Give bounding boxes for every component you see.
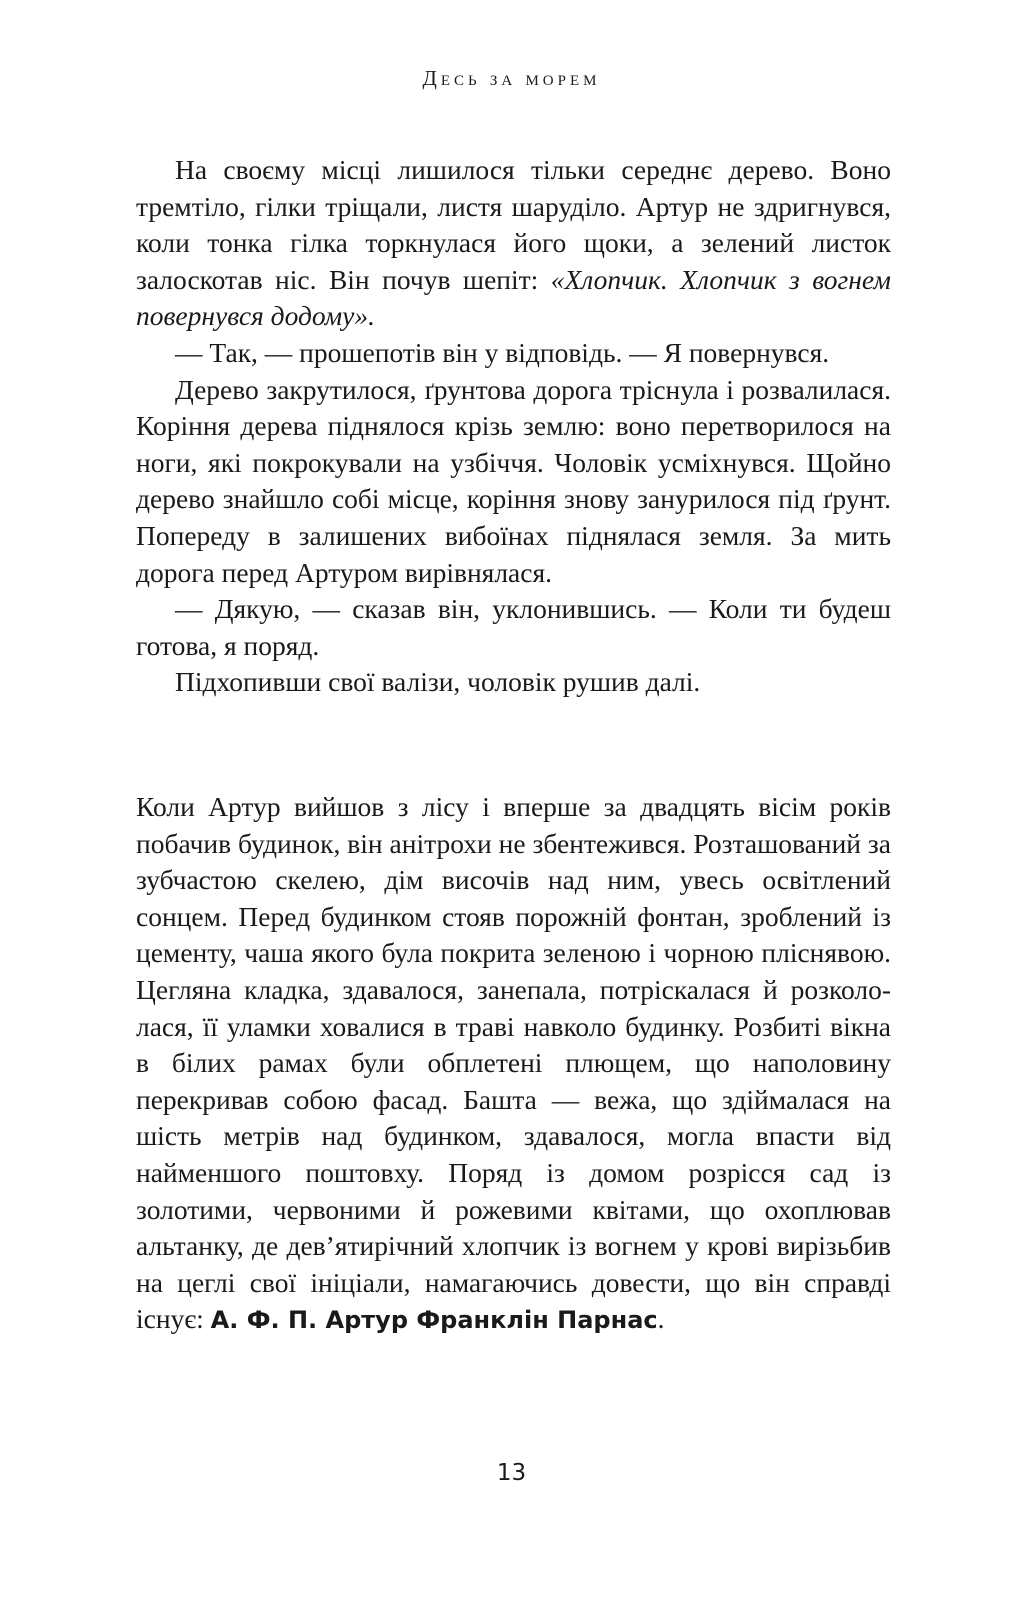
dialogue-line: — Так, — прошепотів він у відповідь. — Я повернувся. <box>175 336 830 368</box>
end-punctuation: . <box>657 1303 665 1335</box>
paragraph-text: На своєму місці лишилося тільки середнє дерево. Воно тремтіло, гілки тріщали, листя шаруділо. Артур не здригнувся, коли тонка гілка торкнулася його щоки, а зелений листок залоскотав ніс. Він почув шепіт: <box>136 154 891 295</box>
running-title: Десь за морем <box>422 66 601 90</box>
paragraph: Дерево закрутилося, ґрунтова дорога тріснула і розвалилася. Коріння дерева піднялося крізь землю: воно перетворилося на ноги, які покрокували на узбіччя. Чоловік усміхнувся. Щойно дерево знайшло собі місце, коріння знову занурилося під ґрунт. Попереду в залишених вибоїнах піднялася земля. За мить дорога перед Артуром вирівнялася. <box>136 373 891 588</box>
section-1 <box>136 152 891 701</box>
paragraph <box>136 152 891 335</box>
dialogue-line: — Дякую, — сказав він, уклонившись. — Коли ти будеш готова, я поряд. <box>136 593 891 661</box>
paragraph-text: Коли Артур вийшов з лісу і вперше за двадцять вісім років побачив будинок, він анітрохи не збентежився. Розташований за зубчастою скелею, дім височів над ним, увесь освітлений сонцем. Перед будинком стояв порожній фонтан, зроблений із цементу, чаша якого була покрита зеленою і чорною пліснявою. Цегляна кладка, здавалося, занепала, потріскалася й розкололася, її уламки ховалися в траві навколо будинку. Розбиті вікна в білих рамах були обплетені плющем, що наполовину перекривав собою фасад. Башта — вежа, що здіймалася на шість метрів над будинком, здавалося, могла впасти від найменшого поштовху. Поряд із домом розрісся сад із золотими, червоними й рожевими квітами, що охоплював альтанку, де дев’ятирічний хлопчик із вогнем у крові вирізьбив на цеглі свої ініціали, намагаючись довести, що він справді існує: <box>136 791 891 1335</box>
carved-initials: А. Ф. П. Артур Франклін Парнас <box>210 1306 658 1335</box>
page-number: 13 <box>496 1460 527 1486</box>
section-2 <box>136 789 891 1339</box>
paragraph: Підхопивши свої валізи, чоловік рушив далі. <box>175 666 701 698</box>
paragraph <box>136 789 891 1339</box>
whisper-quote: «Хлопчик. Хлопчик з вогнем повернувся додому». <box>136 263 891 332</box>
